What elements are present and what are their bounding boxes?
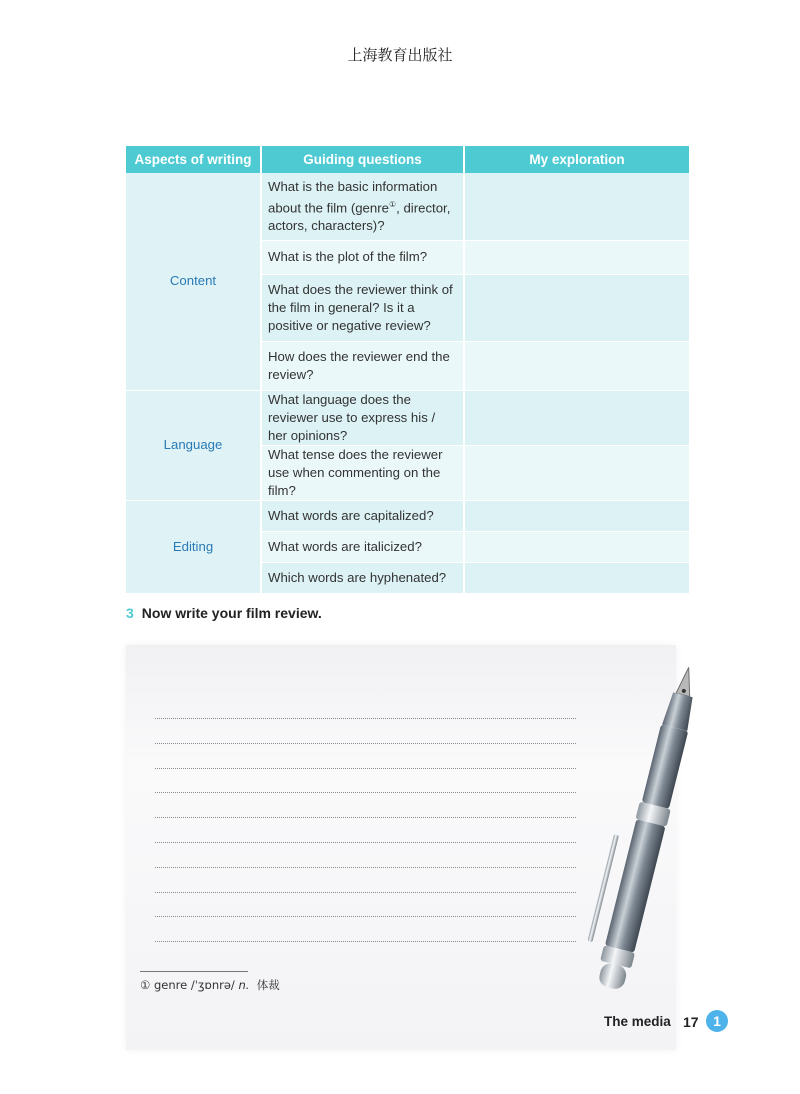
writing-line[interactable] bbox=[155, 867, 576, 892]
question-cell: What is the basic information about the film (genre①, director, actors, characters)? bbox=[261, 173, 464, 240]
task-text: Now write your film review. bbox=[141, 605, 322, 621]
aspect-cell-language: Language bbox=[126, 390, 261, 500]
question-cell: Which words are hyphenated? bbox=[261, 562, 464, 593]
writing-line[interactable] bbox=[155, 941, 576, 966]
question-cell: What is the plot of the film? bbox=[261, 240, 464, 274]
writing-line[interactable] bbox=[155, 892, 576, 917]
column-header-aspects: Aspects of writing bbox=[126, 146, 261, 173]
question-cell: What words are italicized? bbox=[261, 531, 464, 562]
fountain-pen-icon bbox=[585, 655, 715, 1015]
writing-line[interactable] bbox=[155, 743, 576, 768]
exploration-cell[interactable] bbox=[464, 173, 689, 240]
unit-title: The media bbox=[604, 1014, 671, 1029]
task-number: 3 bbox=[126, 605, 134, 621]
writing-line[interactable] bbox=[155, 792, 576, 817]
writing-lines[interactable] bbox=[155, 718, 576, 966]
table-row bbox=[126, 390, 689, 445]
footnote: ① genre /ˈʒɒnrə/ n. 体裁 bbox=[140, 978, 280, 992]
table-row bbox=[126, 500, 689, 531]
table-header-row bbox=[126, 146, 689, 173]
exploration-cell[interactable] bbox=[464, 240, 689, 274]
exploration-cell[interactable] bbox=[464, 562, 689, 593]
publisher-name: 上海教育出版社 bbox=[347, 46, 453, 64]
column-header-questions: Guiding questions bbox=[261, 146, 464, 173]
column-header-exploration: My exploration bbox=[464, 146, 689, 173]
footnote-divider bbox=[140, 971, 248, 972]
task-instruction bbox=[126, 605, 322, 621]
question-cell: What does the reviewer think of the film in general? Is it a positive or negative review? bbox=[261, 274, 464, 341]
exploration-cell[interactable] bbox=[464, 445, 689, 500]
writing-guide-table bbox=[126, 146, 689, 594]
exploration-cell[interactable] bbox=[464, 390, 689, 445]
aspect-cell-editing: Editing bbox=[126, 500, 261, 593]
question-cell: How does the reviewer end the review? bbox=[261, 341, 464, 390]
aspect-cell-content: Content bbox=[126, 173, 261, 390]
writing-line[interactable] bbox=[155, 718, 576, 743]
writing-line[interactable] bbox=[155, 842, 576, 867]
table-row bbox=[126, 173, 689, 240]
exploration-cell[interactable] bbox=[464, 341, 689, 390]
question-cell: What language does the reviewer use to express his / her opinions? bbox=[261, 390, 464, 445]
unit-badge: 1 bbox=[706, 1010, 728, 1032]
question-cell: What words are capitalized? bbox=[261, 500, 464, 531]
writing-line[interactable] bbox=[155, 768, 576, 793]
exploration-cell[interactable] bbox=[464, 531, 689, 562]
exploration-cell[interactable] bbox=[464, 274, 689, 341]
exploration-cell[interactable] bbox=[464, 500, 689, 531]
question-cell: What tense does the reviewer use when commenting on the film? bbox=[261, 445, 464, 500]
writing-line[interactable] bbox=[155, 916, 576, 941]
writing-line[interactable] bbox=[155, 817, 576, 842]
page-number: 17 bbox=[683, 1014, 699, 1030]
